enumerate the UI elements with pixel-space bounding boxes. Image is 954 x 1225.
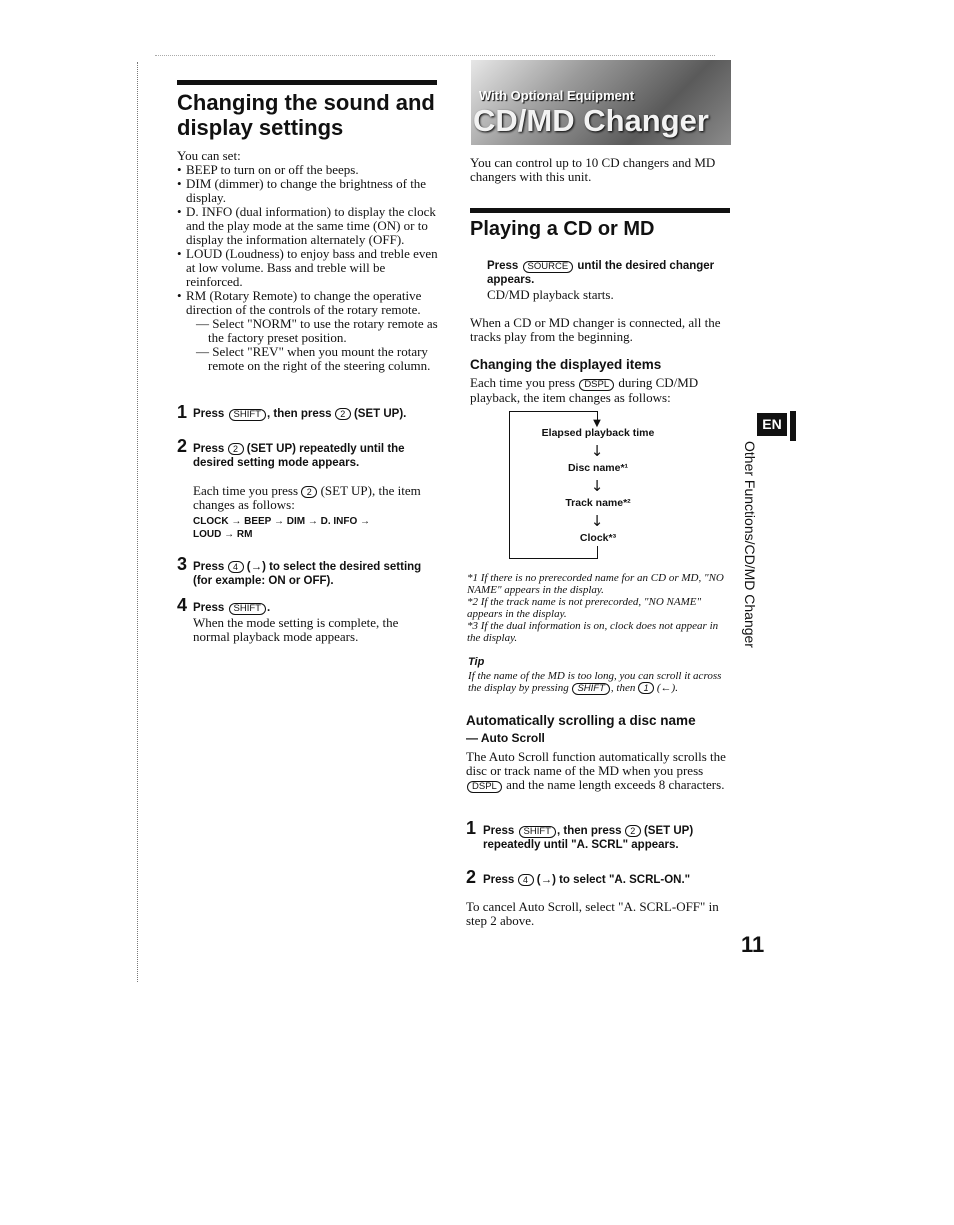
list-item: • RM (Rotary Remote) to change the operative direction of the controls of the rotary remote. [177, 289, 442, 317]
key-2-icon: 2 [228, 443, 244, 455]
list-item: • D. INFO (dual information) to display the clock and the play mode at the same time (ON) or to display the information alternately (OFF). [177, 205, 442, 247]
banner-small-text: With Optional Equipment [479, 88, 635, 103]
changing-heading: Changing the displayed items [470, 357, 662, 372]
mode-cycle: CLOCK → BEEP → DIM → D. INFO → LOUD → RM [193, 516, 371, 540]
step-text-part: (→) to select the desired setting (for example: ON or OFF). [193, 561, 422, 587]
step-text-part: Press [483, 825, 515, 837]
loop-bottom-line [597, 546, 598, 558]
key-2-icon: 2 [301, 486, 317, 498]
chapter-vertical-label: Other Functions/CD/MD Changer [742, 441, 758, 648]
intro-text: You can set: [177, 148, 241, 163]
shift-key-icon: SHIFT [229, 409, 266, 421]
tip-part: (←). [656, 682, 678, 694]
top-edge [155, 55, 715, 56]
step-text-part: Press [193, 561, 225, 573]
press-source-text [487, 259, 717, 287]
footnotes [467, 572, 729, 644]
auto-scroll-body [466, 750, 728, 793]
list-item: • BEEP to turn on or off the beeps. [177, 163, 442, 177]
tip-part: , then [610, 682, 636, 694]
arrow-down-icon: ↓ [590, 477, 604, 495]
dspl-key-icon: DSPL [579, 379, 614, 391]
cancel-text: To cancel Auto Scroll, select "A. SCRL-OFF" in step 2 above. [466, 899, 719, 928]
list-item: — Select "REV" when you mount the rotary remote on the right of the steering column. [196, 344, 431, 373]
arrow-down-icon: ↓ [590, 512, 604, 530]
step-text-part: (SET UP) repeatedly until "A. SCRL" appears. [483, 825, 694, 851]
key-1-icon: 1 [638, 682, 654, 694]
step-text-part: , then press [557, 825, 622, 837]
step-4-body: When the mode setting is complete, the normal playback mode appears. [193, 615, 399, 644]
shift-key-icon: SHIFT [572, 683, 609, 695]
step-text-part: (SET UP) repeatedly until the desired setting mode appears. [193, 443, 405, 469]
right-title: Playing a CD or MD [470, 218, 655, 240]
step-text-part: (→) to select "A. SCRL-ON." [536, 874, 691, 886]
connected-text: When a CD or MD changer is connected, all the tracks play from the beginning. [470, 315, 721, 344]
step-text-part: Press [193, 602, 225, 614]
step-text-part: , then press [267, 408, 332, 420]
step-text-part: Press [193, 408, 225, 420]
flow-item: Elapsed playback time [541, 427, 655, 439]
step-text-part: Press [487, 260, 519, 272]
footnote: *1 If there is no prerecorded name for an CD or MD, "NO NAME" appears in the display. [467, 572, 724, 596]
binding-edge [137, 62, 138, 982]
language-tab: EN [757, 413, 787, 436]
key-2-icon: 2 [625, 825, 641, 837]
step-2-body [193, 484, 438, 512]
chapter-banner [471, 60, 731, 145]
step-4-text [193, 601, 433, 615]
tip-label: Tip [468, 656, 485, 668]
auto-scroll-subheading: — Auto Scroll [466, 731, 545, 745]
arrow-down-icon: ▼ [593, 418, 601, 429]
tip-part: If the name of the MD is too long, you can scroll it across the display by pressing [468, 670, 722, 694]
footnote: *2 If the track name is not prerecorded, "NO NAME" appears in the display. [467, 596, 702, 620]
left-rule [177, 80, 437, 85]
display-cycle-diagram [509, 408, 689, 560]
step-text-part: (SET UP). [353, 408, 407, 420]
left-title: Changing the sound and display settings [177, 90, 435, 140]
list-item: — Select "NORM" to use the rotary remote as the factory preset position. [196, 316, 438, 345]
step-2-text [193, 442, 433, 470]
list-item: • DIM (dimmer) to change the brightness of the display. [177, 177, 442, 205]
body-part: Each time you press [193, 483, 299, 498]
auto-scroll-heading: Automatically scrolling a disc name [466, 713, 696, 728]
source-key-icon: SOURCE [523, 261, 574, 273]
list-item: • LOUD (Loudness) to enjoy bass and treble even at low volume. Bass and treble will be reinforced. [177, 247, 442, 289]
step-4-number: 4 [177, 595, 188, 615]
shift-key-icon: SHIFT [229, 603, 266, 615]
right-intro: You can control up to 10 CD changers and MD changers with this unit. [470, 155, 716, 184]
step-1-text [193, 407, 443, 421]
press-result: CD/MD playback starts. [487, 287, 614, 302]
flow-item: Clock*³ [579, 532, 617, 544]
body-part: during CD/MD playback, the item changes as follows: [470, 375, 699, 405]
step-3-number: 3 [177, 554, 188, 574]
key-4-icon: 4 [518, 874, 534, 886]
key-2-icon: 2 [335, 408, 351, 420]
step-text-part: until the desired changer appears. [487, 260, 715, 286]
step-3-text [193, 560, 433, 588]
left-intro [177, 149, 442, 373]
arrow-down-icon: ↓ [590, 442, 604, 460]
auto-step-1-number: 1 [466, 818, 477, 838]
flow-item: Disc name*¹ [567, 462, 629, 474]
step-text-part: Press [483, 874, 515, 886]
step-text-part: Press [193, 443, 225, 455]
banner-title: CD/MD Changer [473, 103, 709, 138]
tip-text [468, 670, 730, 695]
settings-list [177, 163, 442, 373]
changing-text [470, 376, 732, 405]
shift-key-icon: SHIFT [519, 826, 556, 838]
language-tab-mark [790, 411, 796, 441]
flow-item: Track name*² [565, 497, 631, 509]
auto-step-2-number: 2 [466, 867, 477, 887]
auto-step-2-text [483, 873, 723, 887]
step-2-number: 2 [177, 436, 188, 456]
step-1-number: 1 [177, 402, 188, 422]
body-part: (SET UP), the item changes as follows: [193, 483, 421, 512]
key-4-icon: 4 [228, 561, 244, 573]
footnote: *3 If the dual information is on, clock does not appear in the display. [467, 620, 719, 644]
auto-step-1-text [483, 824, 723, 852]
dspl-key-icon: DSPL [467, 781, 502, 793]
step-text-part: . [267, 602, 271, 614]
body-part: and the name length exceeds 8 characters. [506, 777, 725, 792]
right-rule [470, 208, 730, 213]
page-number: 11 [741, 932, 765, 957]
body-part: The Auto Scroll function automatically scrolls the disc or track name of the MD when you press [466, 749, 726, 778]
body-part: Each time you press [470, 375, 576, 390]
